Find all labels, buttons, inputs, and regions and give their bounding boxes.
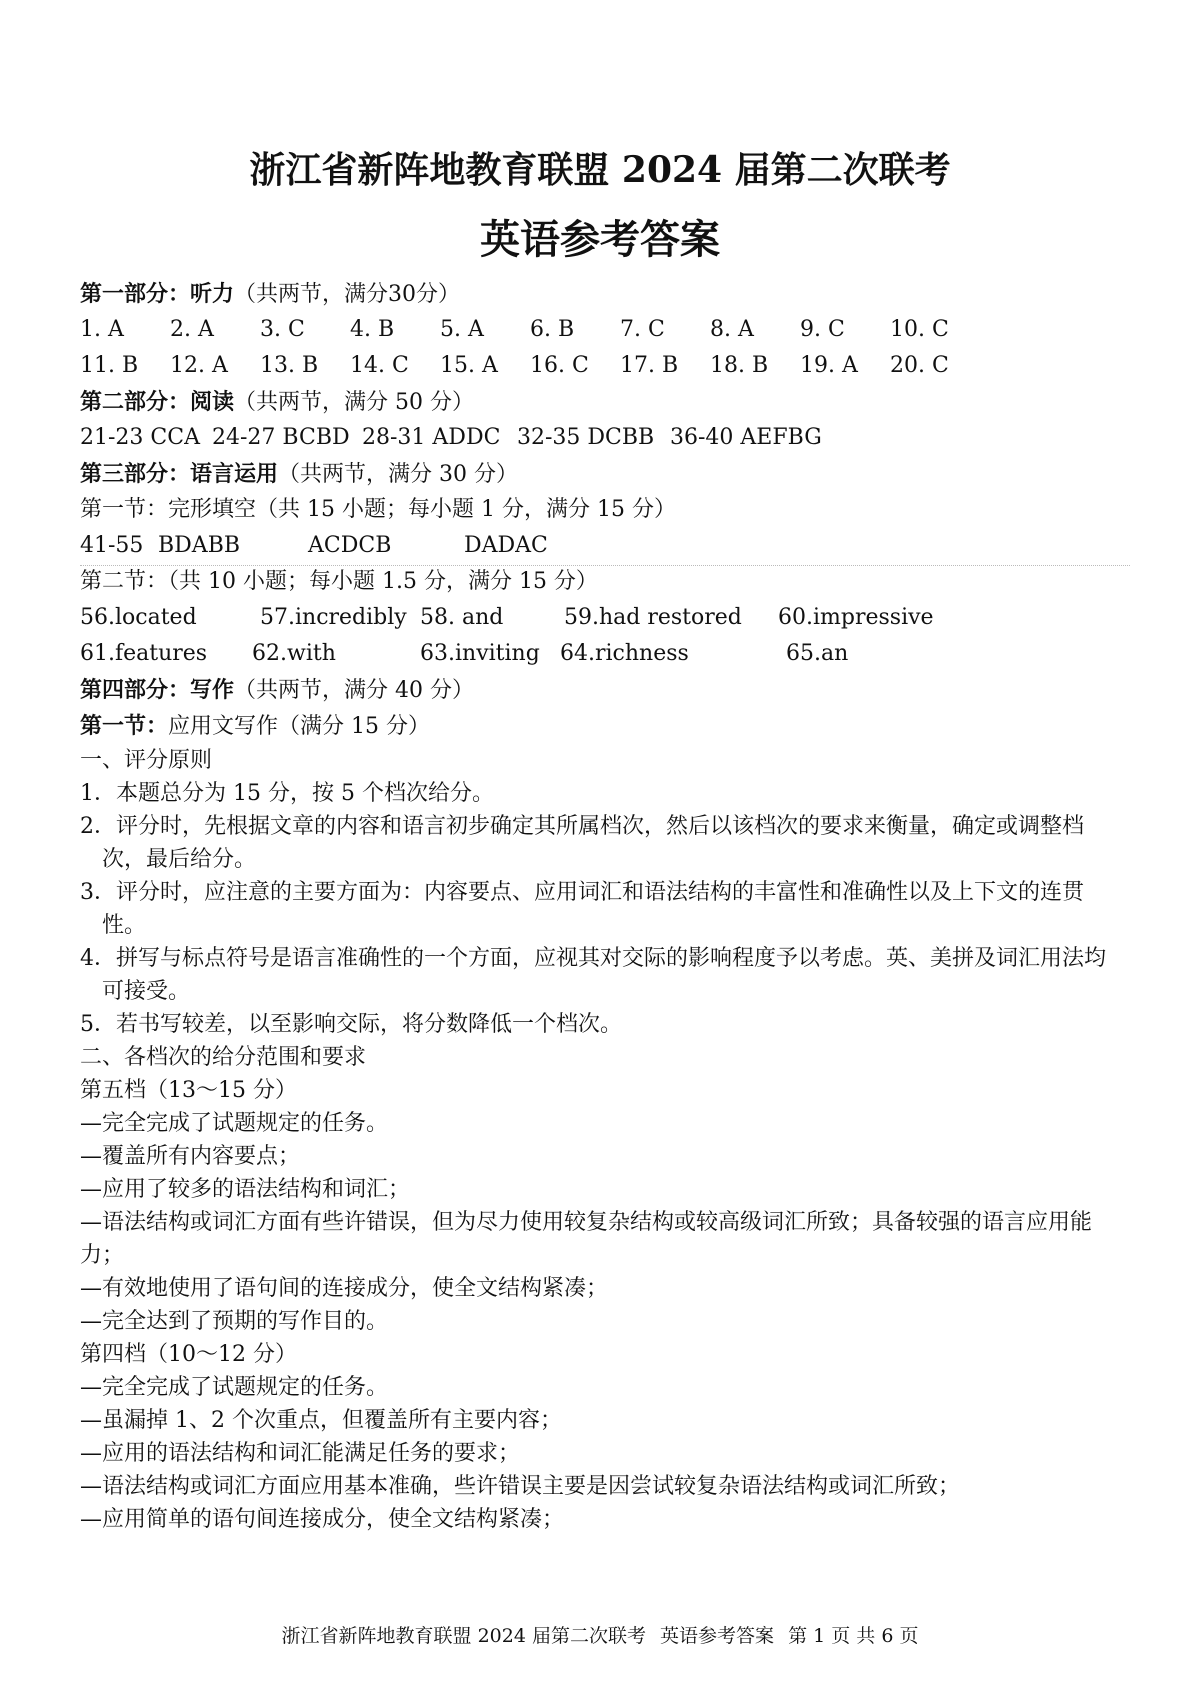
answer-item: 18. B [710, 353, 769, 378]
level5-criterion: —语法结构或词汇方面有些许错误，但为尽力使用较复杂结构或较高级词汇所致；具备较强的语言应用能力； [80, 1210, 1093, 1268]
part2-heading: 第二部分：阅读 [80, 389, 235, 415]
answer-item: 58. and [420, 605, 504, 630]
answer-group: DADAC [464, 533, 548, 558]
footer-exam-name: 浙江省新阵地教育联盟 2024 届第二次联考 [281, 1625, 646, 1647]
answer-item: 7. C [620, 317, 665, 342]
scoring-principles-heading: 一、评分原则 [80, 748, 213, 773]
part3-note: （共两节，满分 30 分） [278, 462, 518, 487]
answer-item: 13. B [260, 353, 319, 378]
writing-section1-note: 应用文写作（满分 15 分） [168, 714, 430, 739]
part3-header [80, 456, 1125, 492]
answer-item: 4. B [350, 317, 395, 342]
footer-subject: 英语参考答案 [660, 1625, 775, 1647]
level4-criterion: —虽漏掉 1、2 个次重点，但覆盖所有主要内容； [80, 1408, 562, 1433]
answer-item: 65.an [786, 641, 849, 666]
answer-item: 57.incredibly [260, 605, 407, 630]
part1-note: （共两节，满分30分） [234, 282, 461, 307]
writing-section1-header [80, 708, 1125, 744]
answer-group: 21-23 CCA [80, 425, 200, 450]
answer-content [80, 276, 1125, 1536]
footer-page-number: 第 1 页 共 6 页 [788, 1625, 919, 1647]
part4-header [80, 672, 1125, 708]
cloze-answers-row [80, 528, 1125, 564]
answer-item: 11. B [80, 353, 139, 378]
answer-range: 41-55 [80, 533, 144, 558]
answer-item: 61.features [80, 641, 208, 666]
answer-group: BDABB [158, 533, 241, 558]
page-footer [0, 1622, 1200, 1650]
answer-group: 28-31 ADDC [362, 425, 501, 450]
principle-item: 4．拼写与标点符号是语言准确性的一个方面，应视其对交际的影响程度予以考虑。英、美拼及词汇用法均可接受。 [80, 946, 1107, 1004]
answer-item: 17. B [620, 353, 679, 378]
principle-item: 1．本题总分为 15 分，按 5 个档次给分。 [80, 781, 494, 806]
answer-item: 2. A [170, 317, 214, 342]
document-subtitle: 英语参考答案 [480, 216, 720, 263]
listening-answers-row-2 [80, 348, 1125, 384]
dotted-divider [80, 565, 1130, 566]
answer-item: 5. A [440, 317, 484, 342]
grammar-fill-row-1 [80, 600, 1125, 636]
level4-criterion: —完全完成了试题规定的任务。 [80, 1375, 389, 1400]
answer-item: 9. C [800, 317, 845, 342]
level5-criterion: —覆盖所有内容要点； [80, 1144, 301, 1169]
answer-group: ACDCB [308, 533, 392, 558]
part4-heading: 第四部分：写作 [80, 677, 235, 703]
principle-item: 5．若书写较差，以至影响交际，将分数降低一个档次。 [80, 1012, 622, 1037]
level5-criterion: —完全完成了试题规定的任务。 [80, 1111, 389, 1136]
answer-item: 12. A [170, 353, 228, 378]
level4-criterion: —应用简单的语句间连接成分，使全文结构紧凑； [80, 1507, 565, 1532]
level5-criterion: —有效地使用了语句间的连接成分，使全文结构紧凑； [80, 1276, 609, 1301]
answer-item: 16. C [530, 353, 589, 378]
answer-item: 64.richness [560, 641, 689, 666]
part3-heading: 第三部分：语言运用 [80, 461, 279, 487]
part2-header [80, 384, 1125, 420]
principle-item: 2．评分时，先根据文章的内容和语言初步确定其所属档次，然后以该档次的要求来衡量，确定或调整档次，最后给分。 [80, 814, 1085, 872]
level5-criterion: —完全达到了预期的写作目的。 [80, 1309, 389, 1334]
cloze-section-heading: 第一节：完形填空（共 15 小题；每小题 1 分，满分 15 分） [80, 497, 676, 522]
answer-item: 15. A [440, 353, 498, 378]
score-ranges-heading: 二、各档次的给分范围和要求 [80, 1045, 367, 1070]
answer-item: 19. A [800, 353, 858, 378]
answer-item: 59.had restored [564, 605, 742, 630]
level5-heading: 第五档（13～15 分） [80, 1078, 297, 1103]
listening-answers-row-1 [80, 312, 1125, 348]
answer-item: 62.with [252, 641, 336, 666]
answer-item: 1. A [80, 317, 124, 342]
part1-heading: 第一部分：听力 [80, 281, 235, 307]
answer-item: 60.impressive [778, 605, 934, 630]
answer-item: 63.inviting [420, 641, 540, 666]
principle-item: 3．评分时，应注意的主要方面为：内容要点、应用词汇和语法结构的丰富性和准确性以及上下文的连贯性。 [80, 880, 1085, 938]
part4-note: （共两节，满分 40 分） [234, 678, 474, 703]
answer-group: 24-27 BCBD [212, 425, 350, 450]
answer-item: 10. C [890, 317, 949, 342]
answer-item: 6. B [530, 317, 575, 342]
grammar-fill-section-heading: 第二节：（共 10 小题；每小题 1.5 分，满分 15 分） [80, 569, 598, 594]
part1-header [80, 276, 1125, 312]
answer-group: 36-40 AEFBG [670, 425, 822, 450]
reading-answers-row [80, 420, 1125, 456]
level4-criterion: —语法结构或词汇方面应用基本准确，些许错误主要是因尝试较复杂语法结构或词汇所致； [80, 1474, 961, 1499]
level4-criterion: —应用的语法结构和词汇能满足任务的要求； [80, 1441, 521, 1466]
writing-section1-heading: 第一节： [80, 713, 169, 739]
answer-group: 32-35 DCBB [517, 425, 655, 450]
part2-note: （共两节，满分 50 分） [234, 390, 474, 415]
answer-item: 56.located [80, 605, 197, 630]
answer-item: 14. C [350, 353, 409, 378]
level4-heading: 第四档（10～12 分） [80, 1342, 297, 1367]
answer-item: 8. A [710, 317, 754, 342]
level5-criterion: —应用了较多的语法结构和词汇； [80, 1177, 411, 1202]
grammar-fill-row-2 [80, 636, 1125, 672]
exam-title: 浙江省新阵地教育联盟 2024 届第二次联考 [249, 149, 951, 191]
answer-item: 20. C [890, 353, 949, 378]
answer-item: 3. C [260, 317, 305, 342]
